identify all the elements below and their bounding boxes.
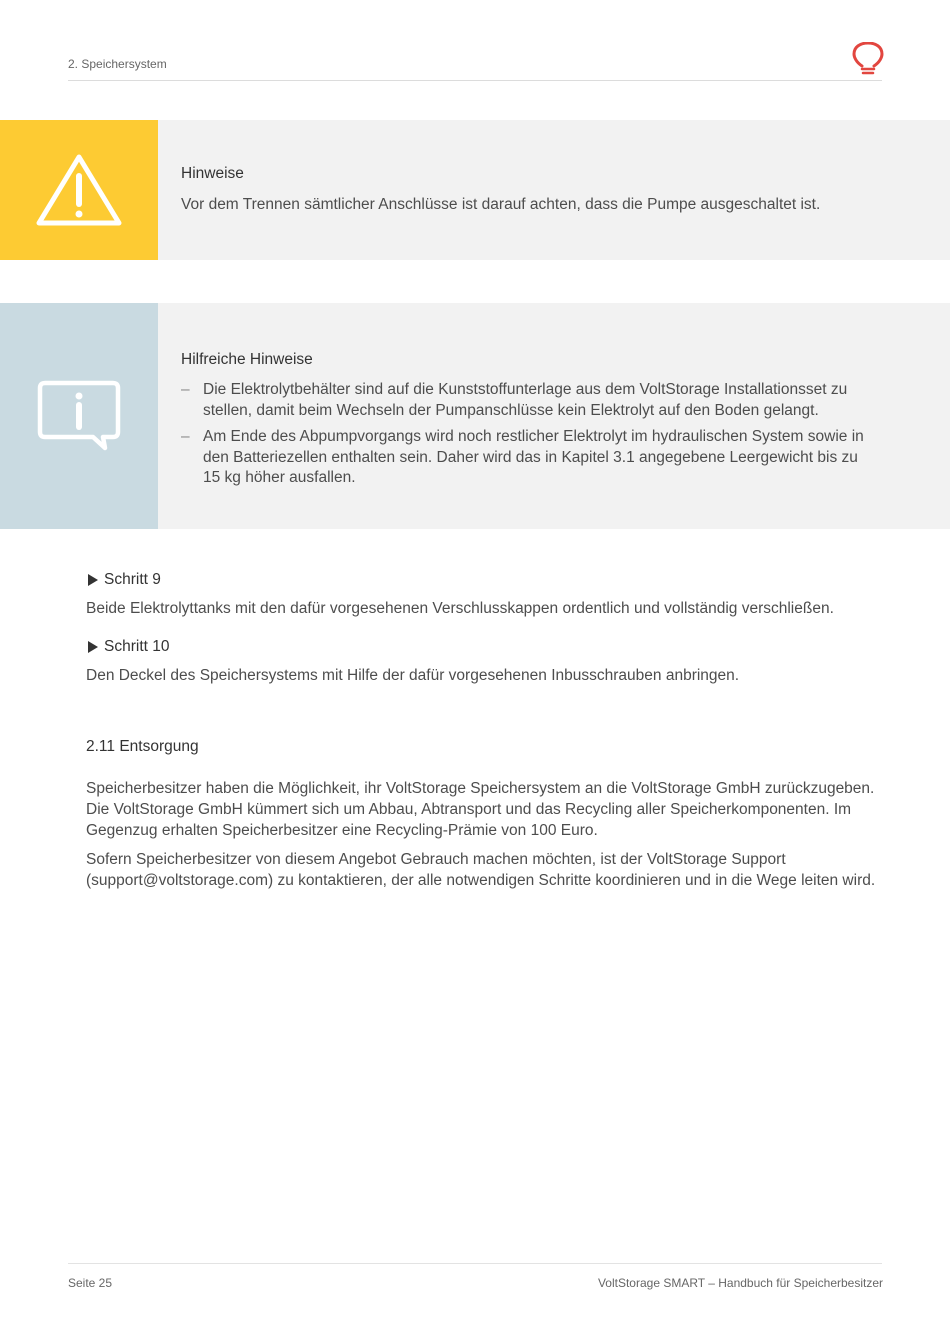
step-9-text: Beide Elektrolyttanks mit den dafür vorgesehenen Verschlusskappen ordentlich und vollständig verschließen. xyxy=(86,600,834,617)
info-box xyxy=(0,303,950,529)
dash-bullet: – xyxy=(181,381,190,398)
warning-title: Hinweise xyxy=(181,165,244,182)
list-item xyxy=(181,380,870,421)
play-triangle-icon xyxy=(88,641,98,653)
info-content xyxy=(181,351,870,495)
step-10-text: Den Deckel des Speichersystems mit Hilfe der dafür vorgesehenen Inbusschrauben anbringen. xyxy=(86,667,740,684)
warning-text: Vor dem Trennen sämtlicher Anschlüsse ist darauf achten, dass die Pumpe ausgeschaltet ist. xyxy=(181,196,821,213)
info-list xyxy=(181,380,870,489)
warning-icon-panel xyxy=(0,120,158,260)
voltstorage-bulb-logo-icon xyxy=(852,42,884,76)
play-triangle-icon xyxy=(88,574,98,586)
step-10-heading xyxy=(88,638,169,656)
footer-divider xyxy=(68,1263,882,1264)
step-label: Schritt 9 xyxy=(104,571,161,588)
section-paragraph-2: Sofern Speicherbesitzer von diesem Angebot Gebrauch machen möchten, ist der VoltStorage Support (support@voltstorage.com) zu kontaktieren, der alle notwendigen Schritte koordinieren und in die Wege leiten wird. xyxy=(86,851,876,889)
info-item-text: Die Elektrolytbehälter sind auf die Kunststoffunterlage aus dem VoltStorage Installationsset zu stellen, damit beim Wechseln der Pumpanschlüsse kein Elektrolyt auf den Boden gelangt. xyxy=(203,381,848,419)
list-item xyxy=(181,427,870,489)
page-number: Seite 25 xyxy=(68,1276,113,1290)
section-title: 2.11 Entsorgung xyxy=(86,738,199,755)
dash-bullet: – xyxy=(181,428,190,445)
warning-triangle-icon xyxy=(35,152,123,228)
header-divider xyxy=(68,80,882,81)
warning-box xyxy=(0,120,950,260)
info-title: Hilfreiche Hinweise xyxy=(181,351,313,368)
running-header: 2. Speichersystem xyxy=(68,57,167,71)
section-paragraph-1: Speicherbesitzer haben die Möglichkeit, ihr VoltStorage Speichersystem an die VoltStorage GmbH zurückzugeben. Die VoltStorage GmbH kümmert sich um Abbau, Abtransport und das Recycling aller Speicherkomponenten. Im Gegenzug erhalten Speicherbesitzer eine Recycling-Prämie von 100 Euro. xyxy=(86,780,875,839)
info-speech-bubble-icon xyxy=(37,380,121,452)
warning-content xyxy=(181,165,870,215)
step-9-heading xyxy=(88,571,161,589)
info-icon-panel xyxy=(0,303,158,529)
info-item-text: Am Ende des Abpumpvorgangs wird noch restlicher Elektrolyt im hydraulischen System sowie in den Batteriezellen enthalten sein. Daher wird das in Kapitel 3.1 angegebene Leergewicht bis zu 15 kg höher ausfallen. xyxy=(203,428,864,486)
document-title: VoltStorage SMART – Handbuch für Speicherbesitzer xyxy=(597,1276,883,1290)
step-label: Schritt 10 xyxy=(104,638,170,655)
